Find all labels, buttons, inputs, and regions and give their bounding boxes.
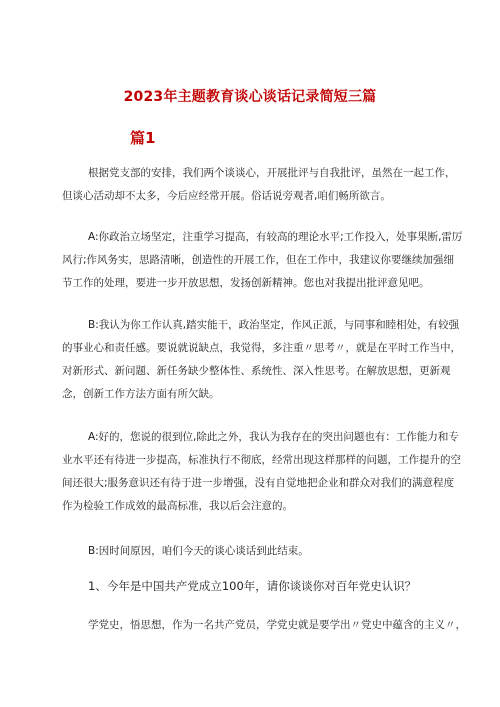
paragraph-line: 念，创新工作方法方面有所欠缺。 <box>62 388 220 400</box>
paragraph-a-comment <box>62 226 463 295</box>
paragraph-line: 作为检验工作成效的最高标准，我以后会注意的。 <box>62 500 293 512</box>
paragraph-intro <box>62 162 456 208</box>
paragraph-b-closing <box>62 540 442 563</box>
question-line: 1、今年是中国共产党成立100年，请你谈谈你对百年党史认识？ <box>88 579 417 593</box>
paragraph-line: A:好的，您说的很到位,除此之外，我认为我存在的突出问题也有：工作能力和专 <box>88 431 459 443</box>
paragraph-line: 根据党支部的安排，我们两个谈谈心，开展批评与自我批评，虽然在一起工作， <box>88 167 456 179</box>
paragraph-a-response <box>62 426 461 518</box>
paragraph-line: 对新形式、新问题、新任务缺少整体性、系统性、深入性思考。在解放思想，更新观 <box>62 365 451 377</box>
paragraph-b-comment <box>62 314 461 406</box>
paragraph-line: 但谈心活动却不太多，今后应经常开展。俗话说旁观者,咱们畅所欲言。 <box>62 190 391 202</box>
section-heading: 篇1 <box>130 129 156 147</box>
paragraph-line: 间还很大;服务意识还有待于进一步增强，没有自觉地把企业和群众对我们的满意程度 <box>62 477 455 489</box>
paragraph-line: 业水平还有待进一步提高，标准执行不彻底，经常出现这样那样的问题，工作提升的空 <box>62 454 461 466</box>
paragraph-line: 学党史，悟思想，作为一名共产党员，学党史就是要学出〃党史中蕴含的主义〃， <box>88 619 466 631</box>
paragraph-party-history <box>62 614 466 637</box>
paragraph-line: 风行;作风务实，思路清晰，创造性的开展工作，但在工作中，我建议你要继续加强细 <box>62 254 455 266</box>
paragraph-line: 节工作的处理，要进一步开放思想，发扬创新精神。您也对我提出批评意见吧。 <box>62 277 430 289</box>
document-title: 2023年主题教育谈心谈话记录简短三篇 <box>123 89 377 105</box>
paragraph-line: B:我认为你工作认真,踏实能干，政治坚定，作风正派，与同事和睦相处，有较强 <box>88 319 460 331</box>
paragraph-line: B:因时间原因，咱们今天的谈心谈话到此结束。 <box>88 545 309 557</box>
paragraph-line: 的事业心和责任感。要说就说缺点，我觉得，多注重〃思考〃，就是在平时工作当中， <box>62 342 461 354</box>
question-item <box>62 575 442 598</box>
paragraph-line: A:你政治立场坚定，注重学习提高，有较高的理论水平;工作投入，处事果断,雷厉 <box>88 231 463 243</box>
